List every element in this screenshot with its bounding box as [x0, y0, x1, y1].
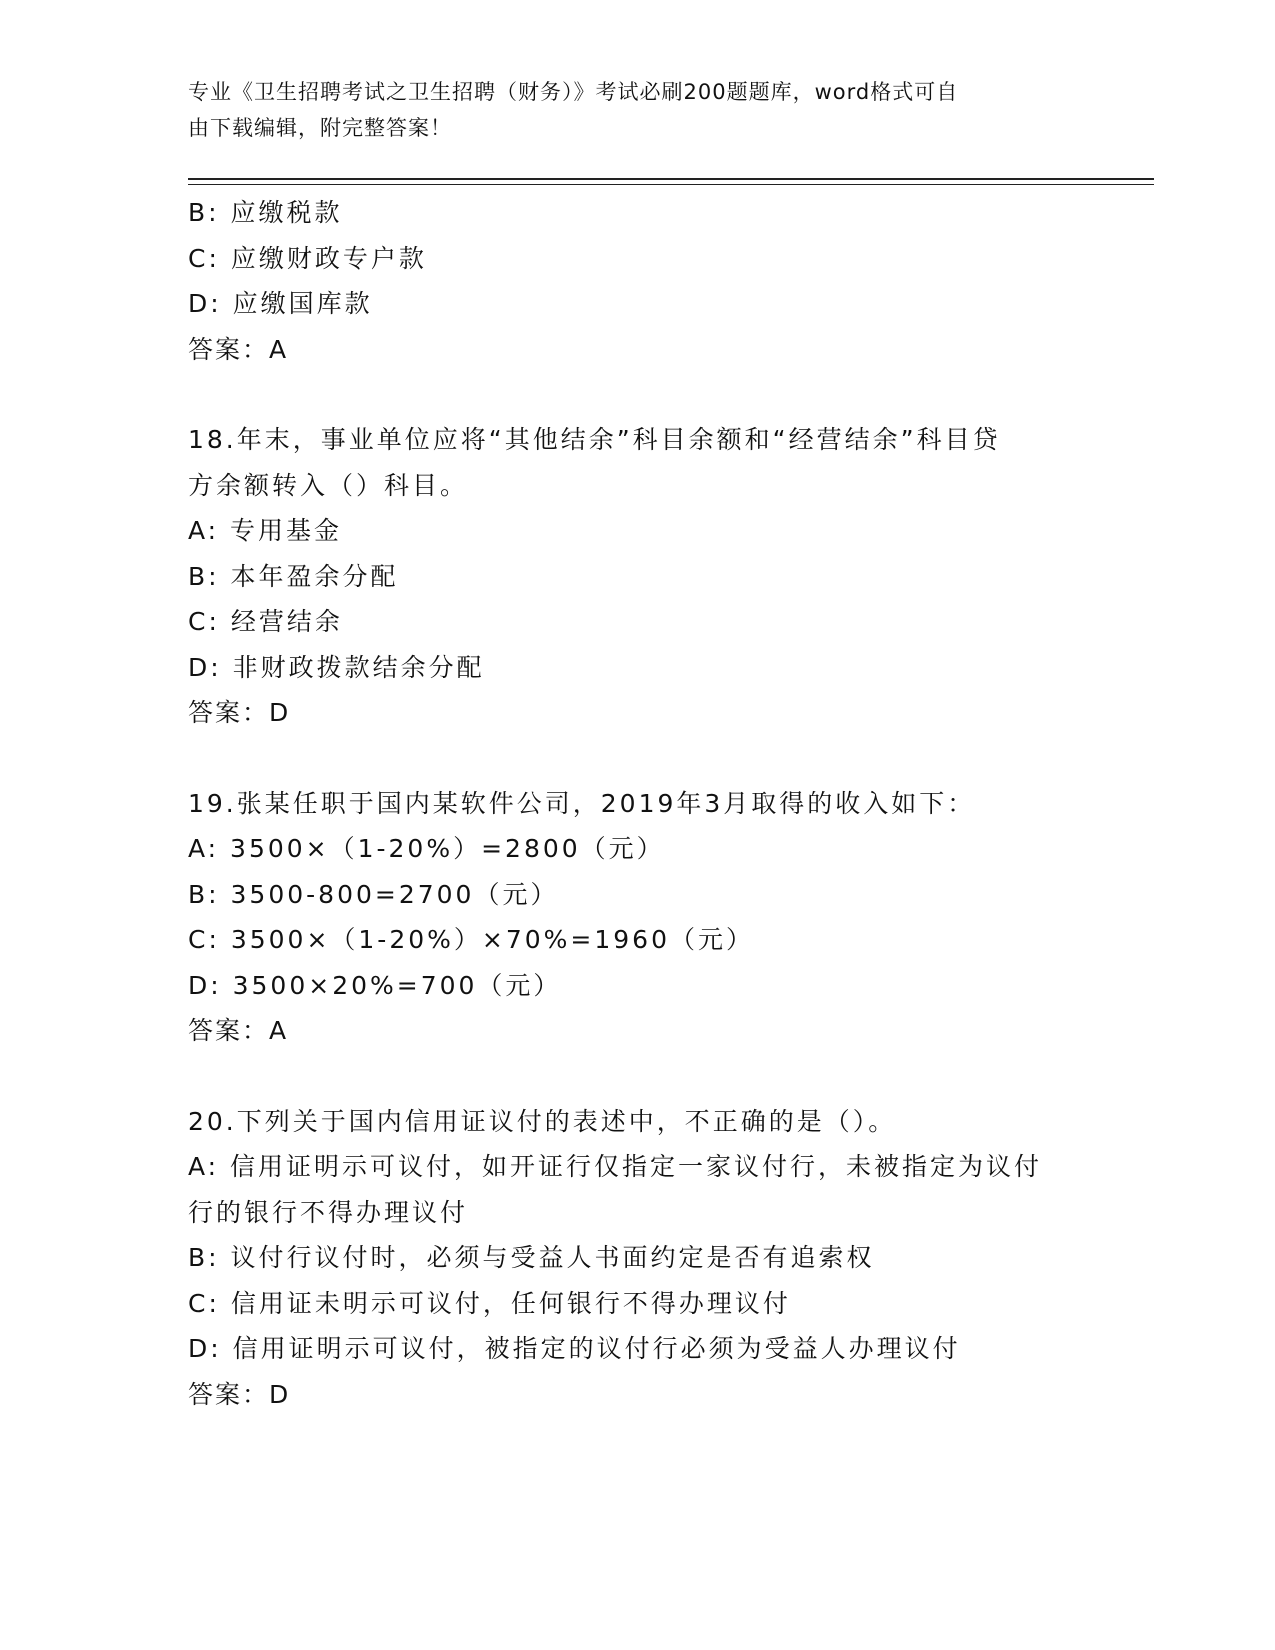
option-c: C: 3500×（1-20%）×70%=1960（元）: [188, 925, 754, 954]
answer: 答案：A: [188, 1016, 289, 1045]
option-b: B: 本年盈余分配: [188, 561, 399, 591]
question-stem-line-1: 18.年末，事业单位应将“其他结余”科目余额和“经营结余”科目贷: [188, 425, 1001, 454]
question-18: [188, 417, 1088, 736]
option-a-line-2: 行的银行不得办理议付: [188, 1197, 469, 1227]
option-d: D: 3500×20%=700（元）: [188, 970, 562, 1000]
document-header: [188, 74, 1068, 146]
header-title-line-2: 由下载编辑，附完整答案！: [188, 116, 452, 140]
answer: 答案：D: [188, 1379, 291, 1409]
option-d: D: 应缴国库款: [188, 289, 373, 318]
option-c: C: 信用证未明示可议付，任何银行不得办理议付: [188, 1288, 791, 1318]
option-a-line-1: A: 信用证明示可议付，如开证行仅指定一家议付行，未被指定为议付: [188, 1152, 1043, 1181]
question-17-continued: [188, 190, 1088, 372]
option-d: D: 非财政拨款结余分配: [188, 652, 485, 682]
option-c: C: 应缴财政专户款: [188, 243, 427, 273]
option-b: B: 应缴税款: [188, 198, 343, 227]
option-a: A: 专用基金: [188, 516, 343, 545]
question-stem-line-1: 19.张某任职于国内某软件公司，2019年3月取得的收入如下：: [188, 788, 976, 818]
header-title-line-1: 专业《卫生招聘考试之卫生招聘（财务）》考试必刷200题题库，word格式可自: [188, 80, 959, 104]
header-divider-thick: [188, 178, 1154, 180]
option-c: C: 经营结余: [188, 607, 343, 636]
question-stem-line-2: 方余额转入（）科目。: [188, 470, 469, 500]
question-19: [188, 781, 1088, 1054]
option-d: D: 信用证明示可议付，被指定的议付行必须为受益人办理议付: [188, 1334, 961, 1363]
answer: 答案：D: [188, 698, 291, 727]
question-20: [188, 1099, 1088, 1418]
answer: 答案：A: [188, 334, 289, 364]
document-body: [188, 190, 1088, 1417]
option-b: B: 议付行议付时，必须与受益人书面约定是否有追索权: [188, 1243, 875, 1272]
header-divider-thin: [188, 184, 1154, 185]
question-stem-line-1: 20.下列关于国内信用证议付的表述中，不正确的是（）。: [188, 1106, 897, 1136]
option-a: A: 3500×（1-20%）=2800（元）: [188, 834, 665, 863]
option-b: B: 3500-800=2700（元）: [188, 879, 559, 909]
